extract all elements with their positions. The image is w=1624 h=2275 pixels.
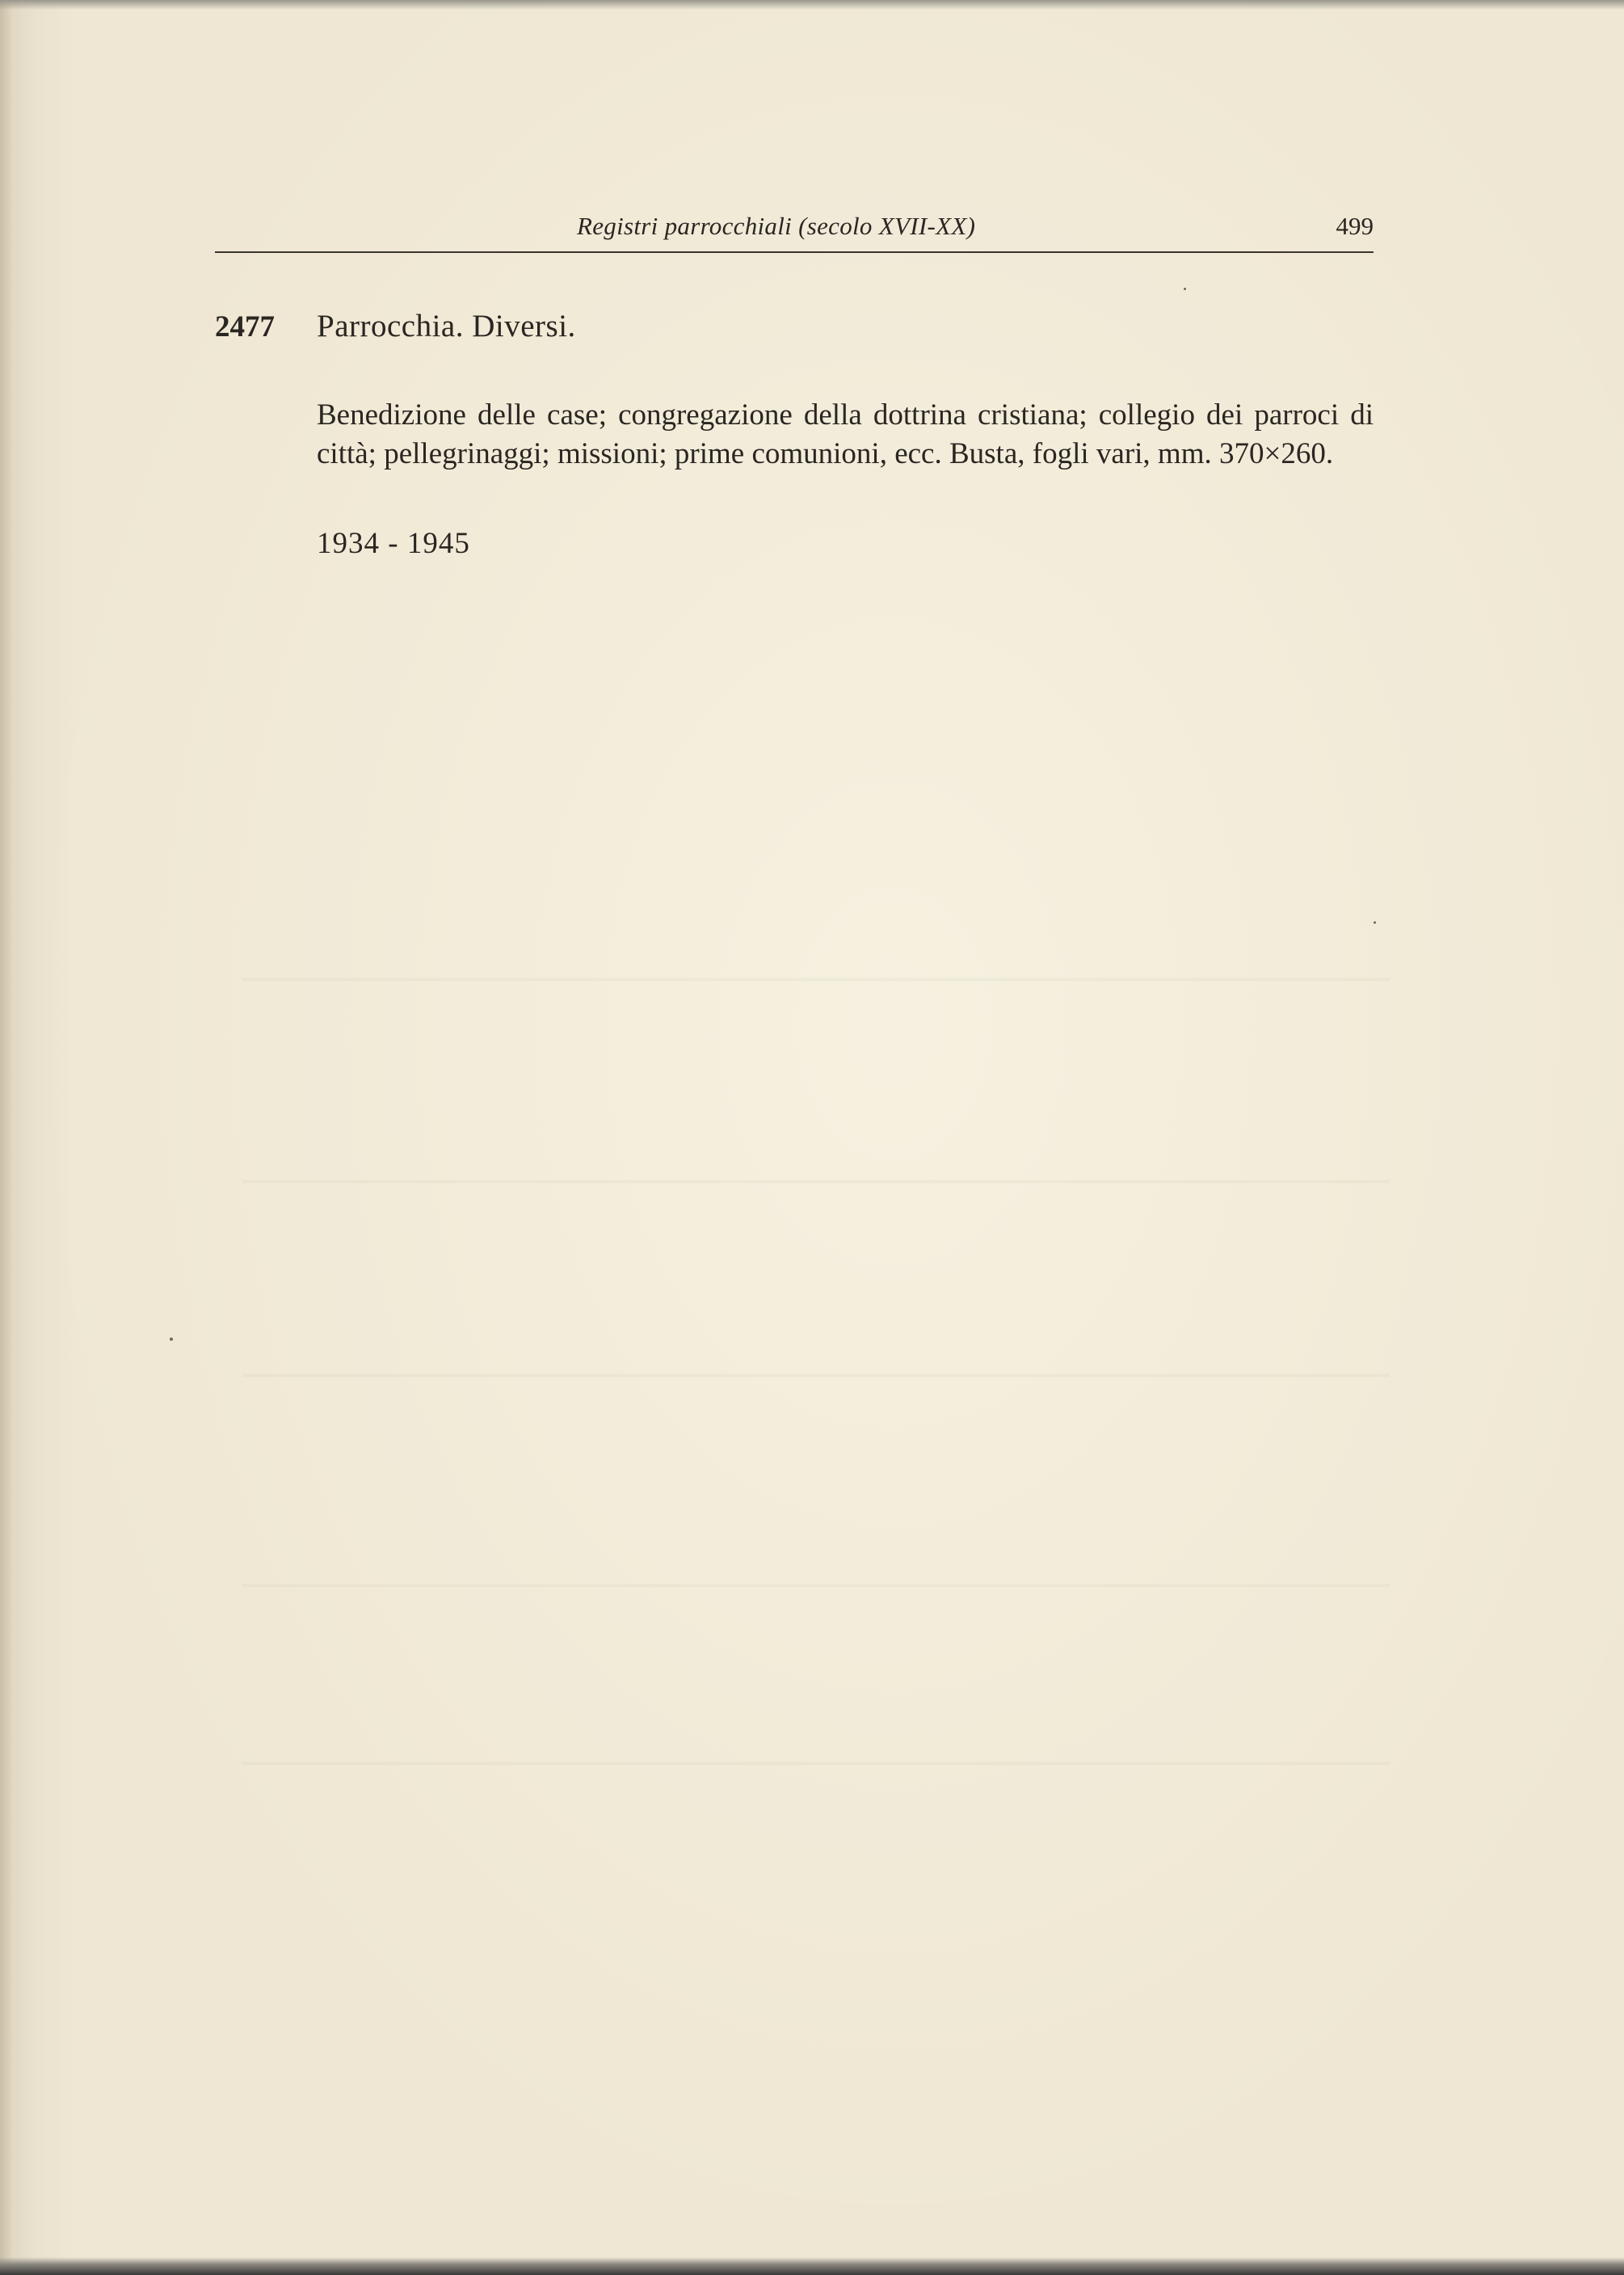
bleed-through-line: [242, 978, 1390, 981]
page-number: 499: [1336, 212, 1374, 240]
paper-speck: [1184, 288, 1186, 290]
header-rule: [215, 251, 1374, 253]
page-spine-shadow: [0, 0, 15, 2275]
paper-speck: [1374, 921, 1376, 924]
running-head: [215, 209, 1374, 249]
paper-speck: [170, 1338, 173, 1341]
running-title: Registri parrocchiali (secolo XVII-XX): [577, 212, 976, 240]
entry-description: Benedizione delle case; congregazione della dottrina cristiana; collegio dei parroci di città; pellegrinaggi; missioni; prime comunioni, ecc. Busta, fogli vari, mm. 370×260.: [317, 398, 1374, 470]
entry-number: 2477: [215, 310, 275, 343]
bleed-through-line: [242, 1180, 1390, 1183]
page-top-shadow: [0, 0, 1624, 10]
entry-dates: 1934 - 1945: [317, 527, 470, 560]
page-bottom-edge: [0, 2257, 1624, 2275]
bleed-through-line: [242, 1374, 1390, 1377]
entry-title: Parrocchia. Diversi.: [317, 309, 576, 343]
bleed-through-line: [242, 1762, 1390, 1765]
bleed-through-line: [242, 1584, 1390, 1587]
